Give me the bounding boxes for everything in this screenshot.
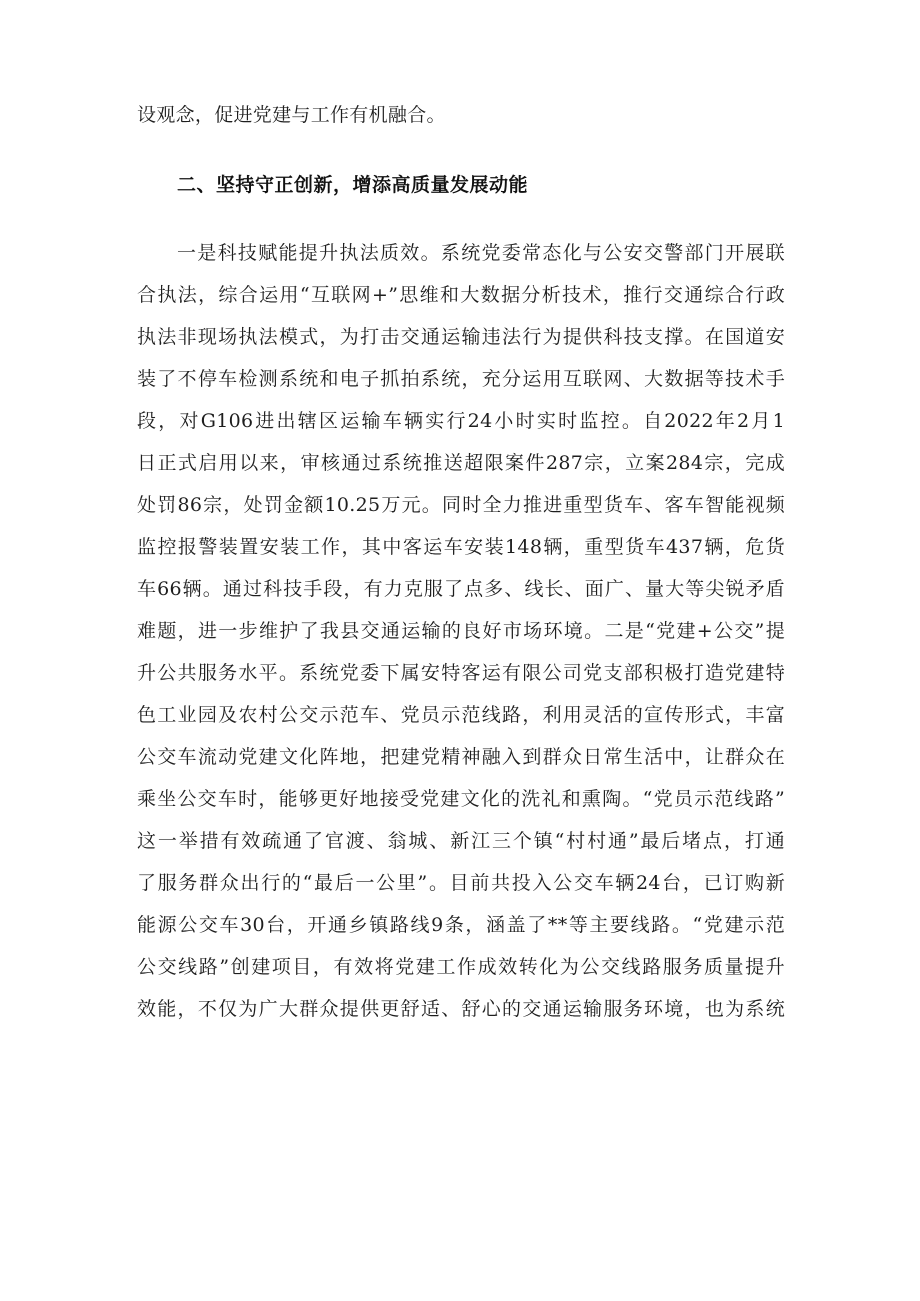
paragraph-line-4: 装了不停车检测系统和电子抓拍系统，充分运用互联网、大数据等技术手 bbox=[137, 368, 785, 390]
paragraph-line-5: 段，对G106进出辖区运输车辆实行24小时实时监控。自2022年2月1 bbox=[137, 410, 785, 432]
paragraph-line-12: 色工业园及农村公交示范车、党员示范线路，利用灵活的宣传形式，丰富 bbox=[137, 704, 785, 726]
paragraph-line-3: 执法非现场执法模式，为打击交通运输违法行为提供科技支撑。在国道安 bbox=[137, 326, 785, 348]
paragraph-line-11: 升公共服务水平。系统党委下属安特客运有限公司党支部积极打造党建特 bbox=[137, 662, 785, 684]
intro-tail-line: 设观念，促进党建与工作有机融合。 bbox=[137, 104, 446, 126]
paragraph-line-9: 车66辆。通过科技手段，有力克服了点多、线长、面广、量大等尖锐矛盾 bbox=[137, 578, 785, 600]
paragraph-line-19: 效能，不仅为广大群众提供更舒适、舒心的交通运输服务环境，也为系统 bbox=[137, 998, 785, 1020]
paragraph-line-14: 乘坐公交车时，能够更好地接受党建文化的洗礼和熏陶。“党员示范线路” bbox=[137, 788, 785, 810]
paragraph-line-1: 一是科技赋能提升执法质效。系统党委常态化与公安交警部门开展联 bbox=[177, 242, 785, 264]
paragraph-line-16: 了服务群众出行的“最后一公里”。目前共投入公交车辆24台，已订购新 bbox=[137, 872, 785, 894]
paragraph-line-15: 这一举措有效疏通了官渡、翁城、新江三个镇“村村通”最后堵点，打通 bbox=[137, 830, 785, 852]
paragraph-line-6: 日正式启用以来，审核通过系统推送超限案件287宗，立案284宗，完成 bbox=[137, 452, 785, 474]
section-heading: 二、坚持守正创新，增添高质量发展动能 bbox=[177, 174, 529, 196]
paragraph-line-17: 能源公交车30台，开通乡镇路线9条，涵盖了**等主要线路。“党建示范 bbox=[137, 914, 785, 936]
paragraph-line-18: 公交线路”创建项目，有效将党建工作成效转化为公交线路服务质量提升 bbox=[137, 956, 785, 978]
paragraph-line-8: 监控报警装置安装工作，其中客运车安装148辆，重型货车437辆，危货 bbox=[137, 536, 785, 558]
paragraph-line-13: 公交车流动党建文化阵地，把建党精神融入到群众日常生活中，让群众在 bbox=[137, 746, 785, 768]
paragraph-line-2: 合执法，综合运用“互联网+”思维和大数据分析技术，推行交通综合行政 bbox=[137, 284, 785, 306]
paragraph-line-7: 处罚86宗，处罚金额10.25万元。同时全力推进重型货车、客车智能视频 bbox=[137, 494, 785, 516]
paragraph-line-10: 难题，进一步维护了我县交通运输的良好市场环境。二是“党建+公交”提 bbox=[137, 620, 785, 642]
